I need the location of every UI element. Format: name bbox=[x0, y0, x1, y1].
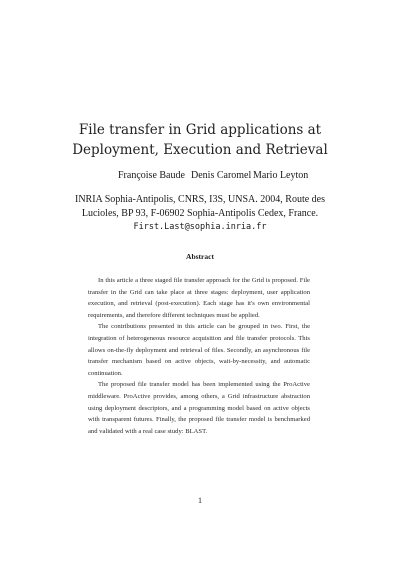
abstract-body bbox=[88, 275, 310, 437]
author-name: Françoise Baude bbox=[118, 170, 185, 181]
affiliation-line-2: Lucioles, BP 93, F-06902 Sophia-Antipolis Cedex, France. bbox=[81, 208, 319, 219]
abstract-paragraph: The contributions presented in this article can be grouped in two. First, the integration of heterogeneous resource acquisition and file transfer protocols. This allows on-the-fly deployment and retrieval of files. Secondly, an asynchronous file transfer mechanism based on active objects, wait-by-necessity, and automatic continuation. bbox=[88, 323, 310, 377]
page-number: 1 bbox=[198, 496, 202, 505]
author-name: Denis Caromel bbox=[191, 170, 252, 181]
affiliation-line-1: INRIA Sophia-Antipolis, CNRS, I3S, UNSA. 2004, Route des bbox=[74, 194, 325, 205]
author-name: Mario Leyton bbox=[253, 170, 309, 181]
paper-title-line-2: Deployment, Execution and Retrieval bbox=[72, 142, 328, 158]
abstract-paragraph: In this article a three staged file transfer approach for the Grid is proposed. File transfer in the Grid can take place at three stages: deployment, user application execution, and retrieval (post-execution). Each stage has it's own environmental requirements, and therefore different techniques must be applied. bbox=[88, 277, 310, 319]
paper-title-line-1: File transfer in Grid applications at bbox=[78, 122, 322, 138]
abstract-heading: Abstract bbox=[186, 252, 214, 261]
contact-email: First.Last@sophia.inria.fr bbox=[133, 222, 267, 232]
abstract-paragraph: The proposed file transfer model has been implemented using the ProActive middleware. ProActive provides, among others, a Grid infrastructure abstraction using deployment descriptors, and a programming model based on active objects with transparent futures. Finally, the proposed file transfer model is benchmarked and validated with a real case study: BLAST. bbox=[88, 381, 310, 435]
